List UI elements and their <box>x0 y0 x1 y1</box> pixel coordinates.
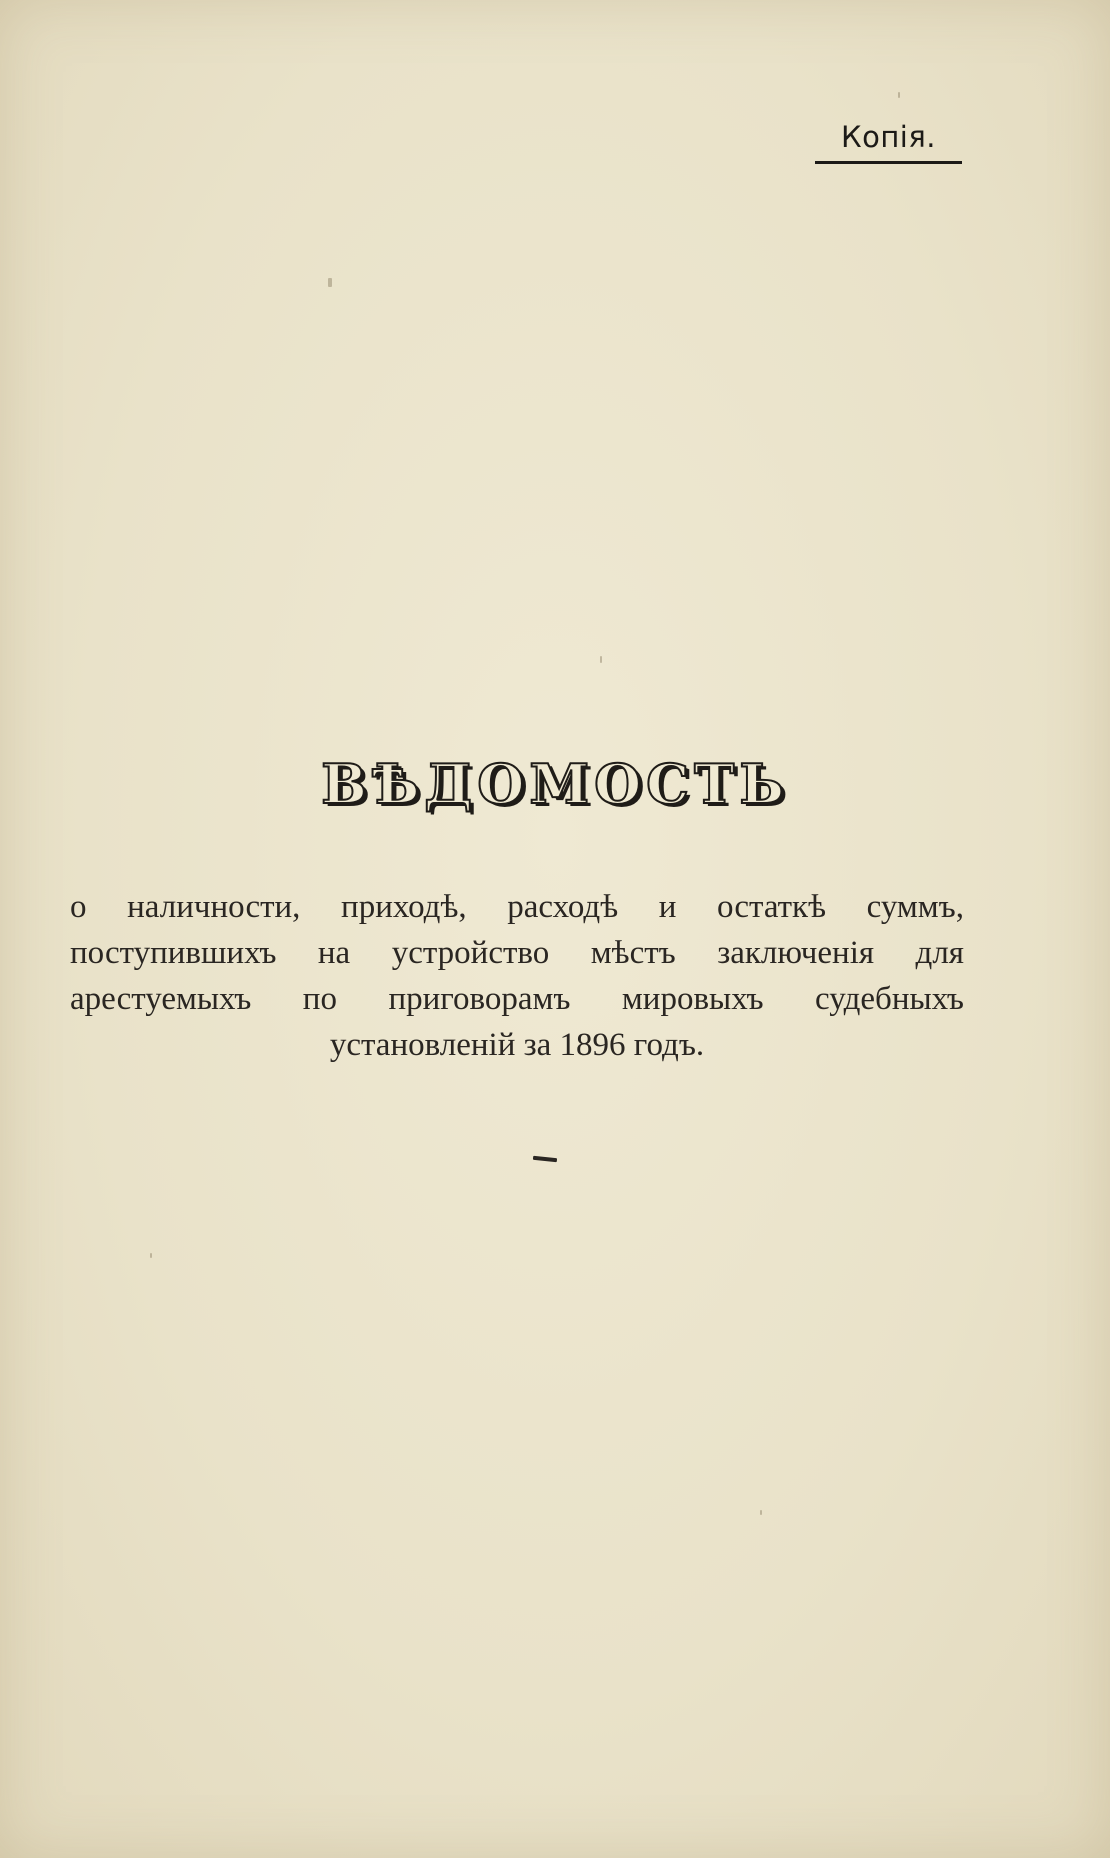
copy-mark-underline <box>815 161 962 164</box>
paper-speck <box>898 92 900 98</box>
paper-speck <box>600 656 602 663</box>
document-subtitle: о наличности, приходѣ, расходѣ и остаткѣ суммъ, поступившихъ на устройство мѣстъ заключенія для арестуемыхъ по приговорамъ мировыхъ судебныхъ установленій за 1896 годъ. <box>70 889 964 1063</box>
paper-speck <box>150 1253 152 1258</box>
paper-speck <box>760 1510 762 1515</box>
copy-mark: Копія. <box>840 120 936 154</box>
paper-speck <box>328 278 332 287</box>
separator-dash <box>533 1156 557 1162</box>
document-title: ВѢДОМОСТЬ <box>321 752 789 816</box>
